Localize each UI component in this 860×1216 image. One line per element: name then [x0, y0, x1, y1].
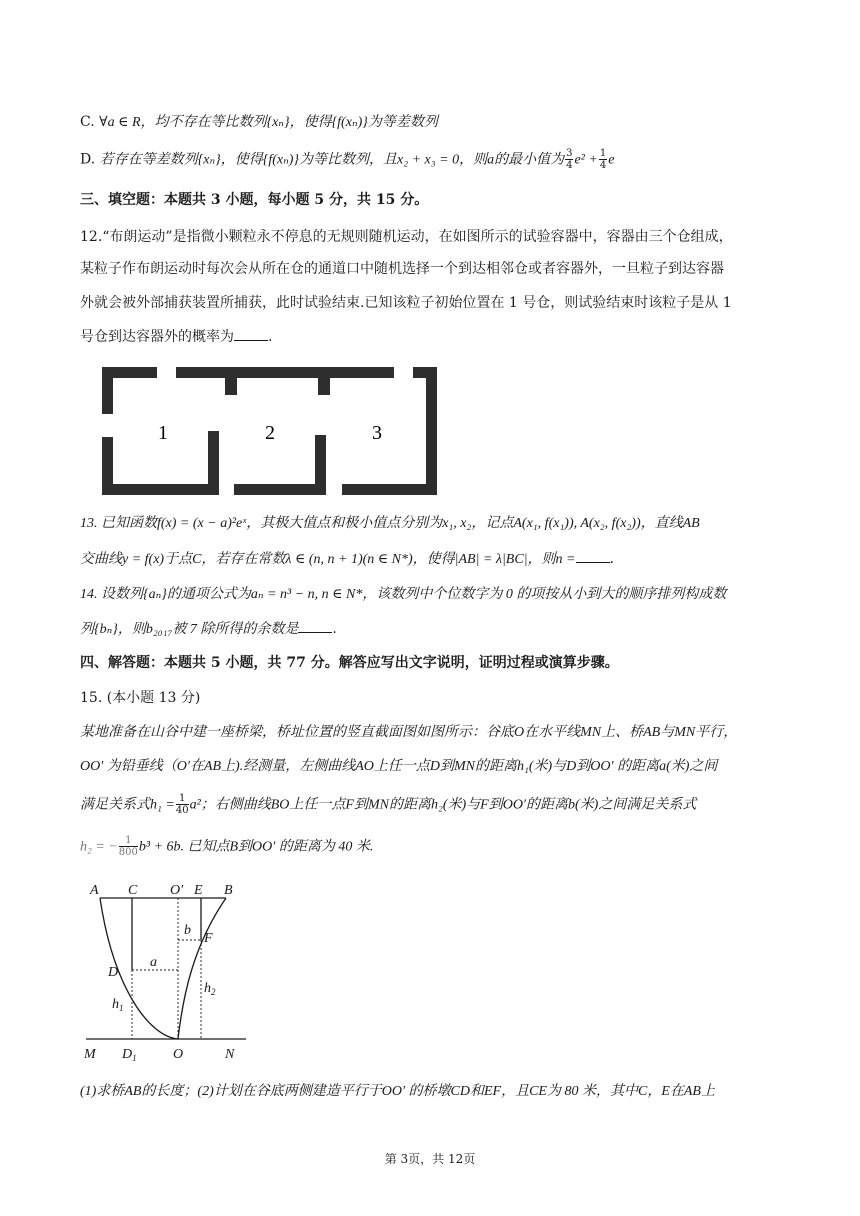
option-d-end: e — [608, 152, 615, 168]
chamber-1-label: 1 — [158, 422, 168, 444]
label-E: E — [194, 883, 203, 898]
q12-line2: 某粒子作布朗运动时每次会从所在仓的通道口中随机选择一个到达相邻仓或者容器外，一旦粒子到达容器 — [80, 261, 724, 277]
section-3-title: 三、填空题：本题共 3 小题，每小题 5 分，共 15 分。 — [80, 192, 429, 208]
label-C: C — [128, 883, 138, 898]
label-h1: $h_1$ — [112, 997, 124, 1013]
label-O: O — [173, 1047, 184, 1062]
label-D1: $D_1$ — [122, 1047, 137, 1063]
q13-line1: 13. 已知函数f(x) = (x − a)²eˣ，其极大值点和极小值点分别为x₁, x₂，记点A(x₁, f(x₁)), A(x₂, f(x₂))，直线AB — [80, 516, 700, 531]
q15-line5: (1)求桥AB的长度；(2)计划在谷底两侧建造平行于OO′ 的桥墩CD和EF，且CE为 80 米，其中C，E在AB上 — [80, 1084, 715, 1099]
label-A: A — [90, 883, 99, 898]
label-B: B — [224, 883, 233, 898]
q12-line4: 号仓到达容器外的概率为 . — [80, 329, 273, 345]
label-a: a — [150, 955, 157, 970]
chamber-3-label: 3 — [372, 422, 382, 444]
option-d-text: 若存在等差数列{xₙ}，使得{f(xₙ)}为等比数列，且x₂ + x₃ = 0，则a的最小值为 — [99, 152, 565, 168]
brownian-container-figure — [98, 363, 444, 498]
option-d — [80, 148, 614, 171]
q13-line2: 交曲线y = f(x)于点C，若存在常数λ ∈ (n, n + 1)(n ∈ N*)，使得|AB| = λ|BC|，则n = . — [80, 551, 614, 567]
answer-blank-13 — [576, 550, 610, 563]
bridge-cross-section-figure — [78, 876, 248, 1066]
label-F: F — [204, 931, 213, 946]
section-4-title: 四、解答题：本题共 5 小题，共 77 分。解答应写出文字说明，证明过程或演算步骤。 — [80, 655, 619, 671]
q14-line1: 14. 设数列{aₙ}的通项公式为aₙ = n³ − n, n ∈ N*，该数列中个位数字为 0 的项按从小到大的顺序排列构成数 — [80, 587, 727, 602]
label-O-prime: O′ — [170, 883, 184, 898]
chamber-2-label: 2 — [265, 422, 275, 444]
option-d-frac2: $\frac{1}{4}$ — [599, 148, 607, 171]
label-M: M — [84, 1047, 96, 1062]
option-c — [80, 113, 438, 132]
q14-line2: 列{bₙ}，则b₂₀₁₇被 7 除所得的余数是 . — [80, 621, 337, 637]
option-d-mid: e² + — [574, 152, 598, 168]
q15-line1: 某地准备在山谷中建一座桥梁，桥址位置的竖直截面图如图所示：谷底O在水平线MN上、桥AB与MN平行， — [80, 725, 738, 740]
bridge-dashed-lines — [132, 898, 201, 1039]
q15-line3: 满足关系式h₁ = $\frac{1}{40}$ a²；右侧曲线BO上任一点F到MN的距离h₂(米)与F到OO′的距离b(米)之间满足关系式 — [80, 793, 697, 816]
label-N: N — [225, 1047, 235, 1062]
answer-blank-14 — [298, 620, 332, 633]
q12-line3: 外就会被外部捕获装置所捕获，此时试验结束.已知该粒子初始位置在 1 号仓，则试验结束时该粒子是从 1 — [80, 295, 732, 311]
q15-line4: h₂ = − $\frac{1}{800}$ b³ + 6b. 已知点B到OO′ 的距离为 40 米. — [80, 835, 374, 858]
page-footer: 第 3页，共 12页 — [384, 1152, 476, 1166]
option-c-text: ∀a ∈ R，均不存在等比数列{xₙ}，使得{f(xₙ)}为等差数列 — [99, 115, 438, 130]
label-h2: $h_2$ — [204, 981, 216, 997]
q15-line2: OO′ 为铅垂线（O′在AB上).经测量，左侧曲线AO上任一点D到MN的距离h₁(米)与D到OO′ 的距离a(米)之间 — [80, 759, 718, 774]
option-d-frac1: $\frac{3}{4}$ — [566, 148, 573, 171]
q15-header: 15. (本小题 13 分) — [80, 690, 201, 706]
option-c-label: C. — [80, 114, 95, 130]
answer-blank-12 — [234, 328, 268, 341]
q12-line1: 12.“布朗运动”是指微小颗粒永不停息的无规则随机运动，在如图所示的试验容器中，容器由三个仓组成， — [80, 229, 733, 245]
q12-line4-text: 号仓到达容器外的概率为 — [80, 329, 234, 345]
label-D: D — [108, 965, 119, 980]
label-b: b — [184, 923, 191, 938]
option-d-label: D. — [80, 151, 96, 168]
